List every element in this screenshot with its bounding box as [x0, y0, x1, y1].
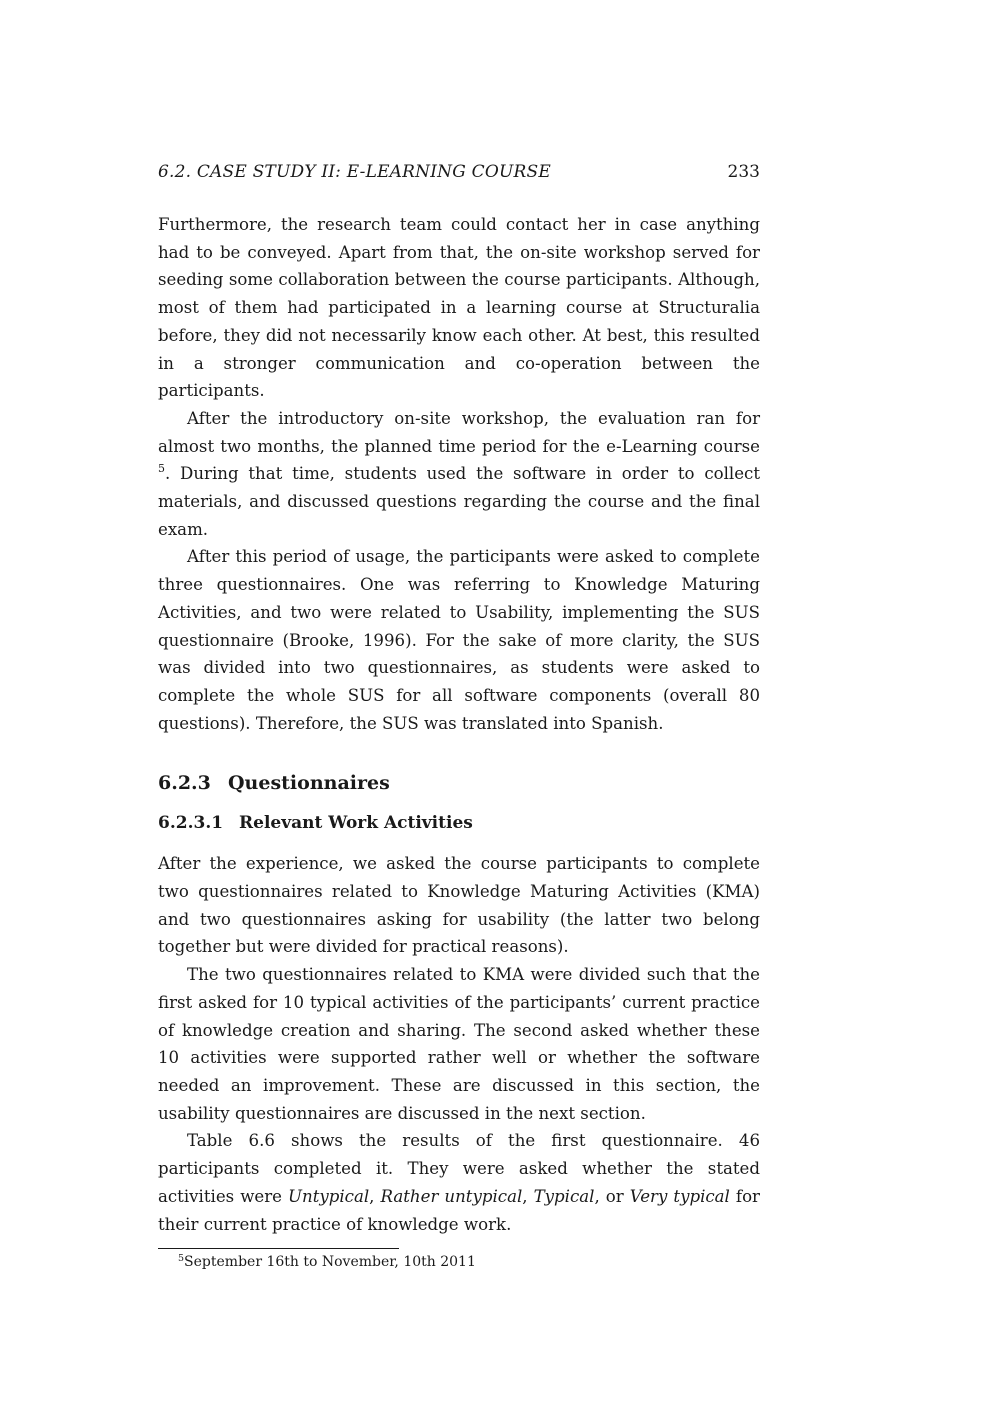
section-title: Questionnaires	[228, 772, 390, 795]
subsection-heading	[158, 809, 760, 837]
subsection-number: 6.2.3.1	[158, 813, 224, 834]
section-text	[158, 850, 760, 1238]
footnote-marker[interactable]: 5	[158, 462, 165, 476]
section-number: 6.2.3	[158, 772, 211, 795]
footnote	[158, 1252, 760, 1272]
paragraph: The two questionnaires related to KMA were divided such that the first asked for 10 typical activities of the participants’ current practice of knowledge creation and sharing. The second asked whether these 10 activities were supported rather well or whether the software needed an improvement. These are discussed in this section, the usability questionnaires are discussed in the next section.	[158, 965, 760, 1123]
paragraph-text: for their current practice of knowledge work.	[158, 1186, 760, 1234]
footnote-number: 5	[178, 1253, 185, 1265]
paragraph: After the experience, we asked the course participants to complete two questionnaires related to Knowledge Maturing Activities (KMA) and two questionnaires asking for usability (the latter two belong together but were divided for practical reasons).	[158, 854, 760, 957]
paragraph	[158, 405, 760, 544]
footnote-divider	[158, 1248, 399, 1249]
paragraph-text: After the introductory on-site workshop, the evaluation ran for almost two months, the planned time period for the e-Learning course	[158, 408, 760, 456]
separator: ,	[522, 1186, 534, 1206]
page	[158, 160, 760, 1272]
footnote-text: September 16th to November, 10th 2011	[184, 1254, 476, 1271]
body-text	[158, 211, 760, 1238]
separator: , or	[594, 1186, 630, 1206]
paragraph-text: . During that time, students used the software in order to collect materials, and discussed questions regarding the course and the final exam.	[158, 464, 760, 539]
paragraph-text: Table 6.6 shows the results of the first questionnaire. 46 participants completed it. They were asked whether the stated activities were	[158, 1131, 760, 1206]
page-number: 233	[727, 162, 760, 182]
emphasis-typical: Typical	[533, 1186, 595, 1206]
running-header	[158, 160, 760, 184]
separator: ,	[369, 1186, 381, 1206]
emphasis-rather-untypical: Rather untypical	[380, 1186, 523, 1206]
section-heading	[158, 769, 760, 797]
paragraph: After this period of usage, the participants were asked to complete three questionnaires. One was referring to Knowledge Maturing Activities, and two were related to Usability, implementing the SUS questionnaire (Brooke, 1996). For the sake of more clarity, the SUS was divided into two questionnaires, as students were asked to complete the whole SUS for all software components (overall 80 questions). Therefore, the SUS was translated into Spanish.	[158, 547, 760, 733]
emphasis-untypical: Untypical	[288, 1186, 370, 1206]
emphasis-very-typical: Very typical	[629, 1186, 730, 1206]
subsection-title: Relevant Work Activities	[239, 813, 473, 834]
paragraph: Furthermore, the research team could contact her in case anything had to be conveyed. Apart from that, the on-site workshop served for seeding some collaboration between the course participants. Although, most of them had participated in a learning course at Structuralia before, they did not necessarily know each other. At best, this resulted in a stronger communication and co-operation between the participants.	[158, 215, 760, 401]
paragraph	[158, 1127, 760, 1238]
running-header-title: 6.2. CASE STUDY II: E-LEARNING COURSE	[158, 162, 551, 182]
